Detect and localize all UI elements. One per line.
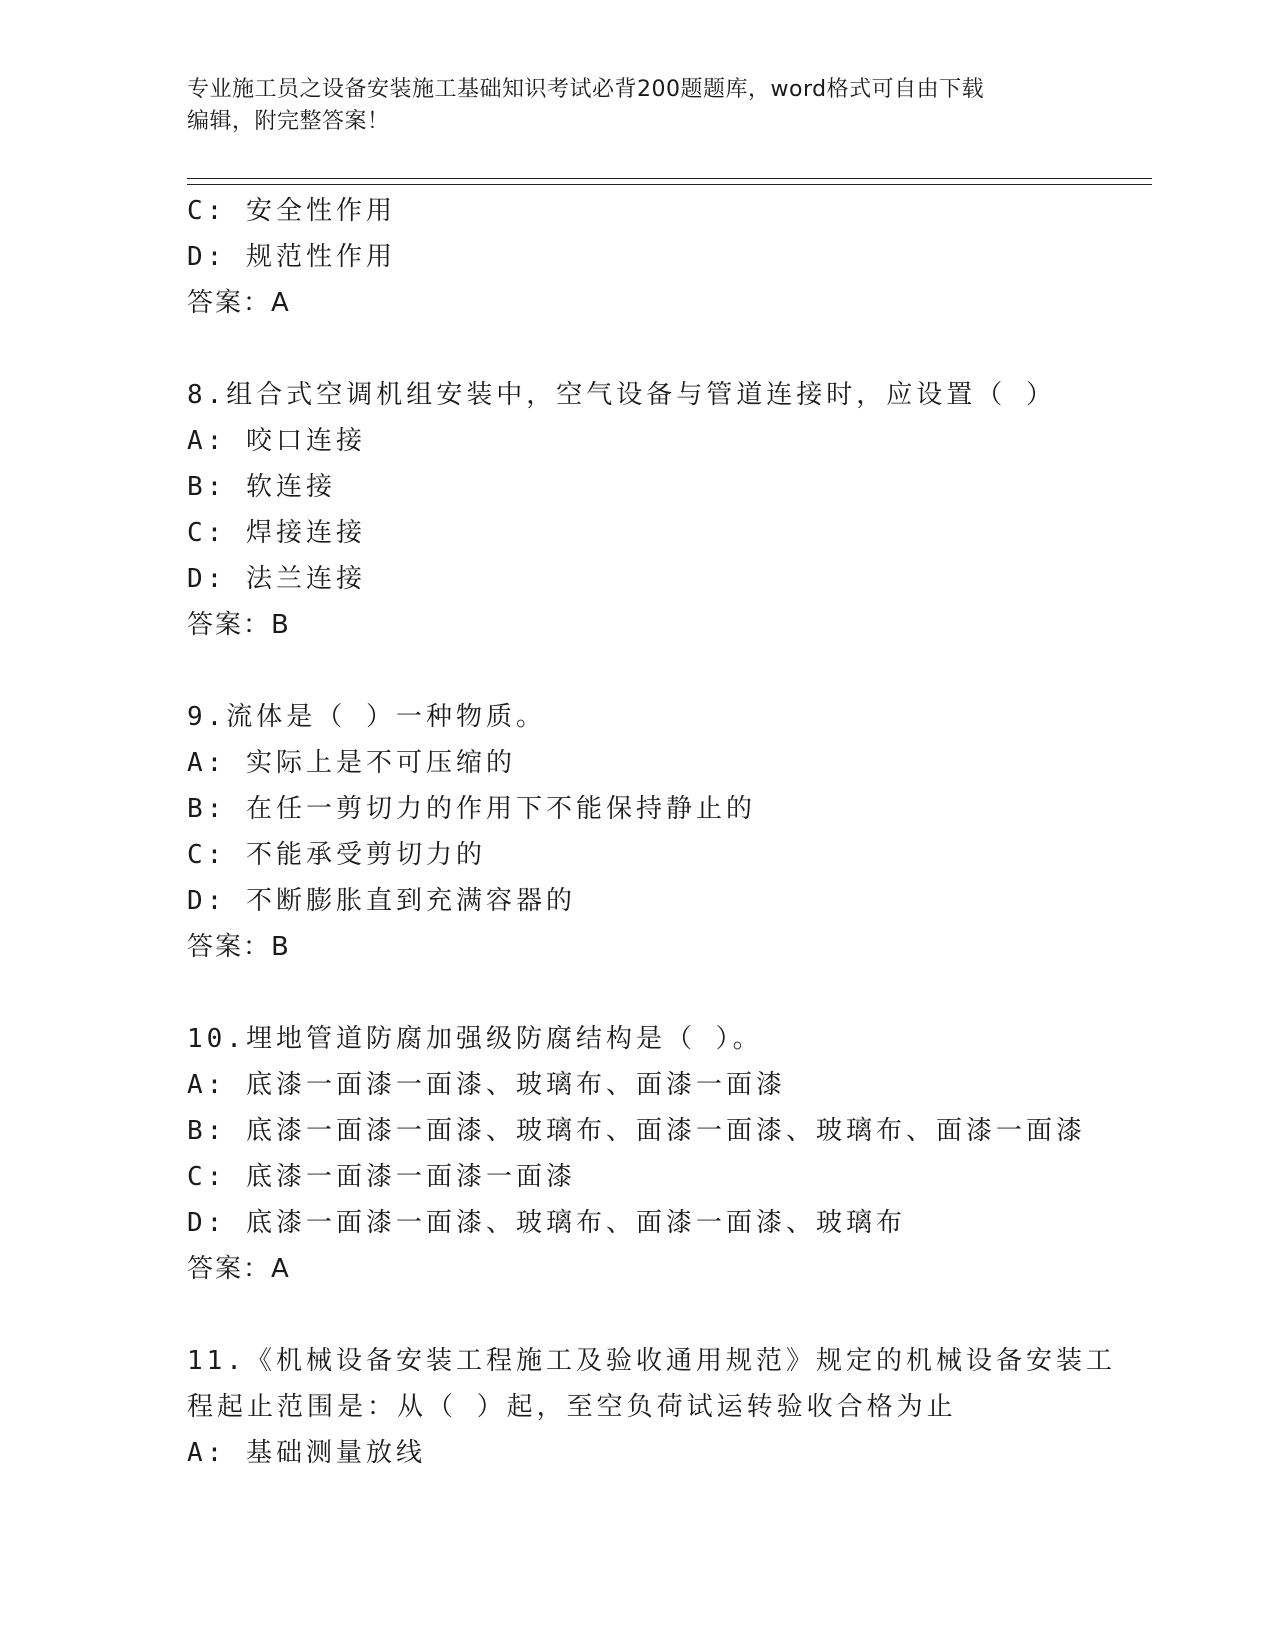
option-c: C: 不能承受剪切力的 — [187, 840, 486, 870]
spacer — [187, 648, 1087, 694]
option-c: C: 底漆一面漆一面漆一面漆 — [187, 1162, 576, 1192]
option-a: A: 底漆一面漆一面漆、玻璃布、面漆一面漆 — [187, 1070, 786, 1100]
question-10 — [187, 1016, 1087, 1292]
header-line-1: 专业施工员之设备安装施工基础知识考试必背200题题库，word格式可自由下载 — [187, 77, 985, 102]
document-header — [187, 74, 1087, 138]
spacer — [187, 326, 1087, 372]
option-d: D: 底漆一面漆一面漆、玻璃布、面漆一面漆、玻璃布 — [187, 1208, 906, 1238]
question-list — [187, 188, 1116, 1476]
option-c: C: 安全性作用 — [187, 196, 396, 226]
option-d: D: 不断膨胀直到充满容器的 — [187, 886, 576, 916]
option-a: A: 咬口连接 — [187, 426, 366, 456]
answer: 答案：B — [187, 610, 291, 640]
answer: 答案：B — [187, 932, 291, 962]
question-11 — [187, 1338, 1116, 1476]
option-a: A: 实际上是不可压缩的 — [187, 748, 516, 778]
option-a: A: 基础测量放线 — [187, 1438, 426, 1468]
answer: 答案：A — [187, 288, 291, 318]
spacer — [187, 970, 1087, 1016]
option-d: D: 法兰连接 — [187, 564, 366, 594]
option-c: C: 焊接连接 — [187, 518, 366, 548]
header-line-2: 编辑，附完整答案！ — [187, 109, 390, 134]
question-9 — [187, 694, 1087, 970]
spacer — [187, 1292, 1087, 1338]
question-7-tail — [187, 188, 1087, 326]
question-text: 9.流体是（ ）一种物质。 — [187, 702, 546, 732]
question-8 — [187, 372, 1087, 648]
option-b: B: 在任一剪切力的作用下不能保持静止的 — [187, 794, 756, 824]
option-d: D: 规范性作用 — [187, 242, 396, 272]
answer: 答案：A — [187, 1254, 291, 1284]
question-text: 8.组合式空调机组安装中，空气设备与管道连接时，应设置（ ） — [187, 380, 1056, 410]
option-b: B: 软连接 — [187, 472, 336, 502]
question-text-line-1: 11.《机械设备安装工程施工及验收通用规范》规定的机械设备安装工 — [187, 1346, 1116, 1376]
question-text-line-2: 程起止范围是：从（ ）起，至空负荷试运转验收合格为止 — [187, 1392, 957, 1422]
header-divider — [187, 178, 1152, 185]
option-b: B: 底漆一面漆一面漆、玻璃布、面漆一面漆、玻璃布、面漆一面漆 — [187, 1116, 1086, 1146]
question-text: 10.埋地管道防腐加强级防腐结构是（ ）。 — [187, 1024, 763, 1054]
